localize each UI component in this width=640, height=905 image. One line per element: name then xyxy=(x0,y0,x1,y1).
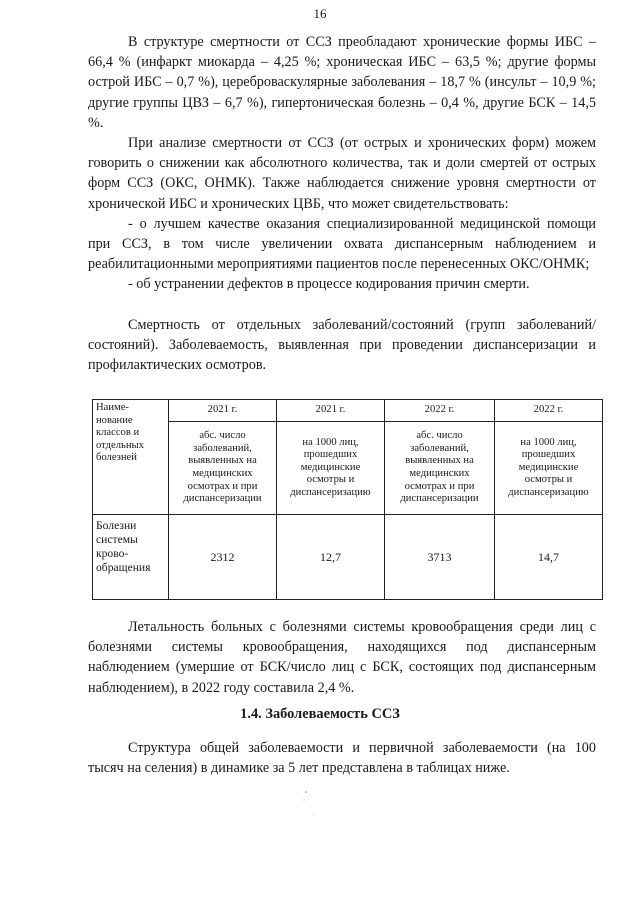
paragraph-morbidity-structure: Структура общей заболеваемости и первичной заболеваемости (на 100 тысяч на селения) в динамике за 5 лет представлена в таблицах ниже. xyxy=(88,740,596,777)
list-item-coding-defects: - об устранении дефектов в процессе кодирования причин смерти. xyxy=(128,276,530,293)
page-number: 16 xyxy=(313,6,327,21)
table-year-header: 2022 г. xyxy=(385,400,495,422)
scan-speck-mark xyxy=(300,788,340,828)
paragraph-lethality: Летальность больных с болезнями системы кровообращения среди лиц с болезнями системы кровообращения, находящихся под диспансерным наблюдением (умершие от БСК/число лиц с БСК, состоящих под диспансерным наблюдением), в 2022 году составила 2,4 %. xyxy=(88,619,596,696)
table-cell: 2312 xyxy=(169,515,277,600)
table-header-row xyxy=(93,400,603,422)
body-text-lethality xyxy=(88,617,596,698)
body-text-morbidity xyxy=(88,738,596,778)
body-text-top xyxy=(88,32,596,375)
table-corner-header: Наиме-нование классов и отдельных болезней xyxy=(93,400,169,515)
paragraph-mortality-structure: В структуре смертности от ССЗ преобладают хронические формы ИБС – 66,4 % (инфаркт миокарда – 4,25 %; хроническая ИБС – 63,5 %; другие формы острой ИБС – 0,7 %), цереброваскулярные заболевания – 18,7 % (инсульт – 10,9 %; другие группы ЦВЗ – 6,7 %), гипертоническая болезнь – 0,4 %, другие БСК – 14,5 %. xyxy=(88,34,596,131)
table-cell: 12,7 xyxy=(277,515,385,600)
table-subheader: на 1000 лиц, прошедших медицинские осмотры и диспансеризацию xyxy=(277,422,385,515)
table-cell: 14,7 xyxy=(495,515,603,600)
table-year-header: 2021 г. xyxy=(169,400,277,422)
list-item-care-quality: - о лучшем качестве оказания специализированной медицинской помощи при ССЗ, в том числе увеличении охвата диспансерным наблюдением и реабилитационными мероприятиями пациентов после перенесенных ОКС/ОНМК; xyxy=(88,215,596,273)
table-subheader: на 1000 лиц, прошедших медицинские осмотры и диспансеризацию xyxy=(495,422,603,515)
paragraph-mortality-analysis: При анализе смертности от ССЗ (от острых и хронических форм) можем говорить о снижении как абсолютного количества, так и доли смертей от острых форм ССЗ (ОКС, ОНМК). Также наблюдается снижение уровня смертности от хронической ИБС и хронических ЦВБ, что может свидетельствовать: xyxy=(88,135,596,212)
table-subheader-row xyxy=(93,422,603,515)
table-subheader: абс. число заболеваний, выявленных на медицинских осмотрах и при диспансеризации xyxy=(169,422,277,515)
table-row xyxy=(93,515,603,600)
section-heading: 1.4. Заболеваемость ССЗ xyxy=(240,706,400,722)
paragraph-table-intro: Смертность от отдельных заболеваний/состояний (групп заболеваний/состояний). Заболеваемость, выявленная при проведении диспансеризации и профилактических осмотров. xyxy=(88,316,596,374)
table-year-header: 2021 г. xyxy=(277,400,385,422)
table-subheader: абс. число заболеваний, выявленных на медицинских осмотрах и при диспансеризации xyxy=(385,422,495,515)
table-cell: 3713 xyxy=(385,515,495,600)
table-row-label: Болезни системы крово-обращения xyxy=(93,515,169,600)
table-year-header: 2022 г. xyxy=(495,400,603,422)
morbidity-table xyxy=(92,399,603,600)
